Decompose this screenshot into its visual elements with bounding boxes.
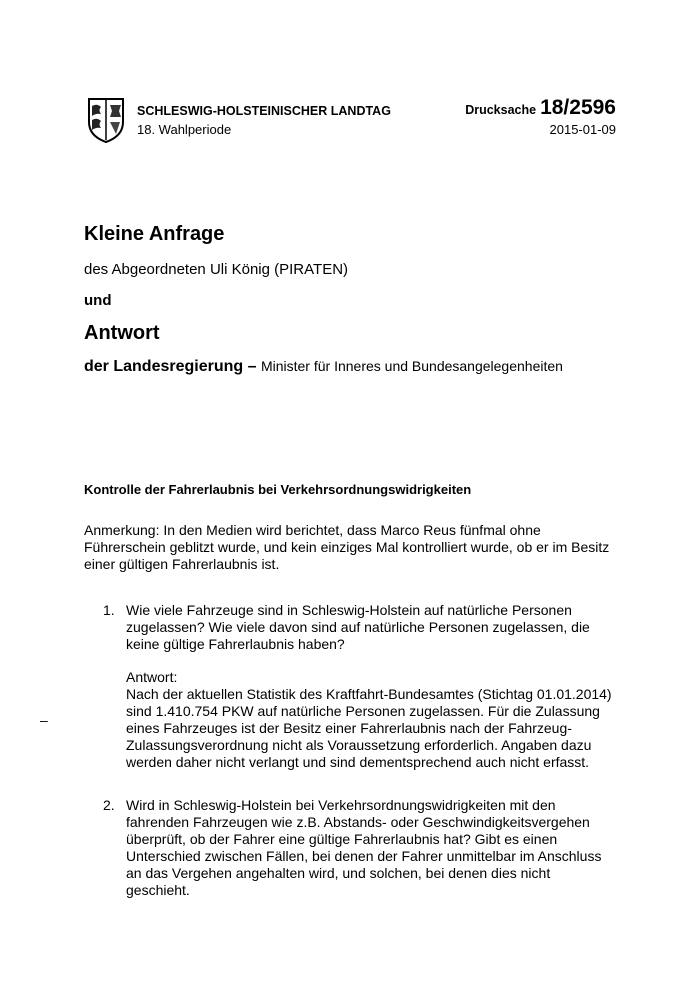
title-antwort: Antwort: [84, 322, 160, 344]
title-und: und: [84, 292, 112, 309]
requester: des Abgeordneten Uli König (PIRATEN): [84, 261, 349, 278]
question-line: an das Vergehen angehalten wird, und solchen, bei denen dies nicht: [126, 865, 551, 881]
question-line: Wie viele Fahrzeuge sind in Schleswig-Holstein auf natürliche Personen: [126, 602, 572, 618]
answer-line: eines Fahrzeuges ist der Besitz einer Fahrerlaubnis nach der Fahrzeug-: [126, 720, 572, 736]
question-number: 1.: [103, 602, 115, 618]
drucksache-number: 18/2596: [540, 96, 616, 119]
title-kleine-anfrage: Kleine Anfrage: [84, 223, 225, 245]
answer-label: Antwort:: [126, 669, 178, 685]
margin-mark: –: [40, 712, 48, 728]
question-number: 2.: [103, 797, 115, 813]
answer-line: sind 1.410.754 PKW auf natürliche Personen zugelassen. Für die Zulassung: [126, 703, 600, 719]
question-line: überprüft, ob der Fahrer eine gültige Fahrerlaubnis hat? Gibt es einen: [126, 831, 558, 847]
question-line: fahrenden Fahrzeugen wie z.B. Abstands- oder Geschwindigkeitsvergehen: [126, 814, 590, 830]
legislative-period: 18. Wahlperiode: [137, 122, 232, 137]
landesregierung: der Landesregierung –: [84, 358, 257, 375]
question-line: geschieht.: [126, 882, 190, 898]
landtag-crest-logo: [86, 96, 126, 144]
drucksache-label: Drucksache: [465, 103, 537, 117]
answer-1: [126, 669, 636, 771]
answer-line: Zulassungsverordnung nicht als Voraussetzung erforderlich. Angaben dazu: [126, 737, 592, 753]
remark-line: Anmerkung: In den Medien wird berichtet, dass Marco Reus fünfmal ohne: [84, 522, 541, 538]
question-line: Wird in Schleswig-Holstein bei Verkehrsordnungswidrigkeiten mit den: [126, 797, 556, 813]
question-1-text: [126, 602, 636, 653]
remark-paragraph: [84, 522, 624, 573]
responder-line: [84, 358, 563, 376]
topic-heading: Kontrolle der Fahrerlaubnis bei Verkehrsordnungswidrigkeiten: [84, 482, 472, 497]
ministry: Minister für Inneres und Bundesangelegenheiten: [260, 358, 563, 374]
drucksache: [465, 96, 616, 120]
question-line: keine gültige Fahrerlaubnis haben?: [126, 636, 345, 652]
question-2-text: [126, 797, 636, 899]
answer-line: Nach der aktuellen Statistik des Kraftfahrt-Bundesamtes (Stichtag 01.01.2014): [126, 686, 612, 702]
question-line: Unterschied zwischen Fällen, bei denen der Fahrer unmittelbar im Anschluss: [126, 848, 602, 864]
parliament-name: SCHLESWIG-HOLSTEINISCHER LANDTAG: [137, 104, 391, 118]
question-line: zugelassen? Wie viele davon sind auf natürliche Personen zugelassen, die: [126, 619, 590, 635]
remark-line: einer gültigen Fahrerlaubnis ist.: [84, 556, 280, 572]
document-date: 2015-01-09: [549, 122, 616, 137]
answer-line: werden daher nicht verlangt und sind dementsprechend auch nicht erfasst.: [126, 754, 590, 770]
remark-line: Führerschein geblitzt wurde, und kein einziges Mal kontrolliert wurde, ob er im Besitz: [84, 539, 610, 555]
